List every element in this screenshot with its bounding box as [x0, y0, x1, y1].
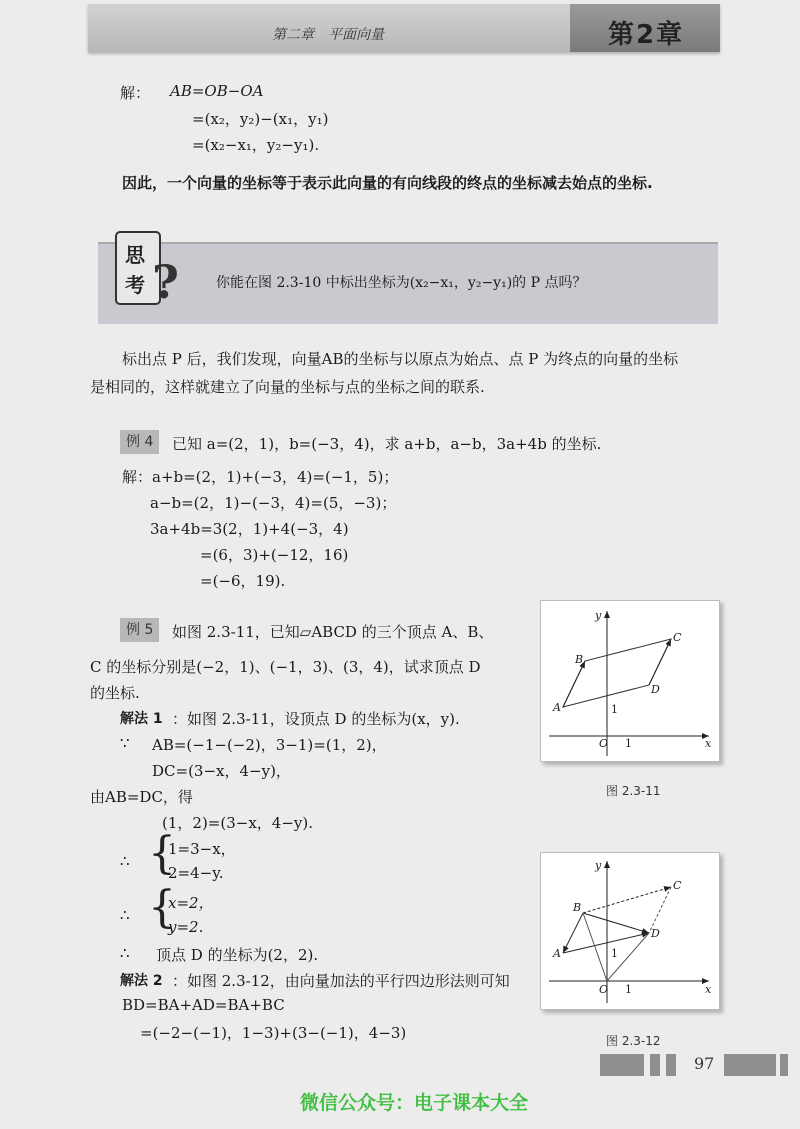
method-1-step-4: (1，2)=(3−x，4−y).: [162, 814, 313, 832]
example-4-solution-line: a−b=(2，1)−(−3，4)=(5，−3)；: [150, 494, 397, 512]
footer-bar: [724, 1054, 776, 1076]
think-badge-icon: [112, 228, 184, 310]
think-badge-char-1: 思: [125, 243, 145, 267]
figure-2-3-11: [540, 600, 720, 762]
therefore-symbol: ∴: [120, 906, 130, 924]
system-1-equation-b: 2=4−y.: [168, 864, 224, 882]
example-5-problem-line-1: 如图 2.3-11，已知▱ABCD 的三个顶点 A、B、: [172, 623, 494, 641]
think-badge-question-mark: ?: [152, 255, 179, 309]
vector-bd: [583, 913, 649, 933]
point-d-label: D: [651, 683, 660, 696]
because-symbol: ∵: [120, 734, 130, 752]
footer-bar: [780, 1054, 788, 1076]
origin-label: O: [599, 737, 609, 750]
vector-ad: [563, 933, 649, 953]
wechat-watermark: 微信公众号：电子课本大全: [300, 1092, 529, 1114]
method-2-text: ：如图 2.3-12，由向量加法的平行四边形法则可知: [172, 972, 510, 990]
method-2-step-2: =(−2−(−1)，1−3)+(3−(−1)，4−3): [140, 1024, 407, 1042]
vector-dc: [649, 639, 671, 685]
figure-2-3-12: [540, 852, 720, 1010]
conclusion-text: 因此，一个向量的坐标等于表示此向量的有向线段的终点的坐标减去始点的坐标.: [122, 174, 653, 192]
method-1-label: 解法 1: [120, 711, 163, 727]
method-2-step-1: BD=BA+AD=BA+BC: [122, 996, 285, 1014]
solution-line-3: =(x₂−x₁，y₂−y₁).: [192, 136, 320, 154]
solution-label: 解：: [120, 84, 151, 102]
y-unit-label: 1: [611, 947, 618, 960]
method-1-step-1: AB=(−1−(−2)，3−1)=(1，2)，: [152, 736, 387, 754]
paragraph-line-1: 标出点 P 后，我们发现，向量AB的坐标与以原点为始点、点 P 为终点的向量的坐标: [122, 350, 679, 368]
think-badge-char-2: 考: [125, 273, 145, 297]
point-a-label: A: [553, 947, 561, 960]
point-c-label: C: [673, 879, 682, 892]
y-axis-label: y: [595, 609, 602, 622]
y-axis-label: y: [595, 859, 602, 872]
system-1-equation-a: 1=3−x，: [168, 840, 236, 858]
solution-line-1: AB=OB−OA: [170, 82, 264, 100]
example-5-tag: 例 5: [120, 618, 159, 642]
method-1-text: ：如图 2.3-11，设顶点 D 的坐标为(x，y).: [172, 710, 460, 728]
think-question: 你能在图 2.3-10 中标出坐标为(x₂−x₁，y₂−y₁)的 P 点吗？: [216, 275, 587, 291]
point-b-label: B: [575, 653, 584, 666]
point-a-label: A: [553, 701, 561, 714]
figure-2-3-11-caption: 图 2.3-11: [606, 784, 661, 798]
think-badge: [112, 228, 184, 310]
therefore-symbol: ∴: [120, 852, 130, 870]
solution-line-2: =(x₂，y₂)−(x₁，y₁): [192, 110, 329, 128]
vector-bc: [583, 887, 671, 913]
therefore-symbol: ∴: [120, 944, 130, 962]
vector-ab: [563, 661, 585, 707]
system-2-equation-b: y=2.: [168, 918, 204, 936]
point-d-label: D: [651, 927, 660, 940]
point-b-label: B: [573, 901, 582, 914]
example-4-problem: 已知 a=(2，1)，b=(−3，4)，求 a+b，a−b，3a+4b 的坐标.: [172, 435, 602, 453]
system-brace: {: [148, 882, 176, 933]
y-unit-label: 1: [611, 703, 618, 716]
origin-label: O: [599, 983, 609, 996]
figure-2-3-12-caption: 图 2.3-12: [606, 1034, 661, 1048]
example-4-tag: 例 4: [120, 430, 159, 454]
method-1-step-3: 由AB=DC，得: [90, 788, 193, 806]
x-unit-label: 1: [625, 737, 632, 750]
example-4-solution-line: 3a+4b=3(2，1)+4(−3，4): [150, 520, 349, 538]
example-4-solution-line: 解：a+b=(2，1)+(−3，4)=(−1，5)；: [122, 468, 399, 486]
vector-ba: [563, 913, 583, 953]
method-1-result: 顶点 D 的坐标为(2，2).: [156, 946, 319, 964]
page-number: 97: [694, 1054, 715, 1073]
x-axis-label: x: [705, 983, 712, 996]
system-2-equation-a: x=2，: [168, 894, 214, 912]
example-4-solution-line: =(6，3)+(−12，16): [200, 546, 349, 564]
system-brace: {: [148, 828, 176, 879]
x-unit-label: 1: [625, 983, 632, 996]
point-c-label: C: [673, 631, 682, 644]
x-axis-label: x: [705, 737, 712, 750]
figure-2-3-12-diagram: [541, 853, 719, 1009]
example-4-solution-line: =(−6，19).: [200, 572, 286, 590]
header-chapter-big: 第2章: [608, 20, 685, 50]
example-5-problem-line-3: 的坐标.: [90, 684, 140, 702]
header-chapter-label: 第二章 平面向量: [272, 27, 384, 43]
footer-bar: [666, 1054, 676, 1076]
footer-bar: [600, 1054, 644, 1076]
method-1-step-2: DC=(3−x，4−y)，: [152, 762, 291, 780]
example-5-problem-line-2: C 的坐标分别是(−2，1)、(−1，3)、(3，4)，试求顶点 D: [90, 658, 481, 676]
figure-2-3-11-diagram: [541, 601, 719, 761]
footer-bar: [650, 1054, 660, 1076]
method-2-label: 解法 2: [120, 973, 163, 989]
paragraph-line-2: 是相同的，这样就建立了向量的坐标与点的坐标之间的联系.: [90, 378, 485, 396]
